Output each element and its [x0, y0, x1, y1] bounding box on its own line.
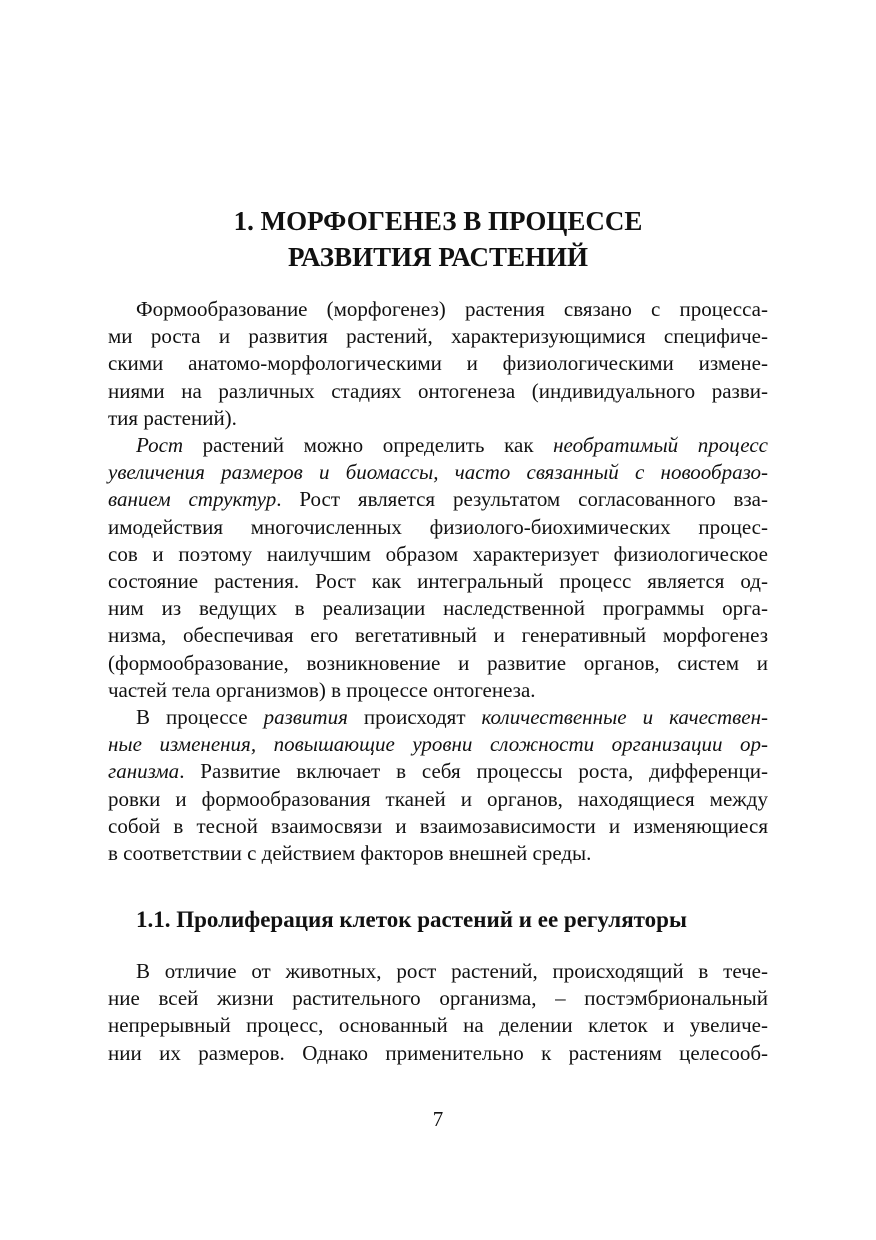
- text-line: имодействия многочисленных физиолого-биохимических процес-: [108, 514, 768, 539]
- emphasis-text: необратимый процесс: [553, 433, 768, 458]
- paragraphs-block-2: [108, 958, 768, 1067]
- text-line: низма, обеспечивая его вегетативный и генеративный морфогенез: [108, 623, 768, 648]
- paragraph-morphogenesis: [108, 296, 768, 432]
- text-line: непрерывный процесс, основанный на делении клеток и увеличе-: [108, 1013, 768, 1038]
- emphasis-text: ганизма: [108, 759, 180, 784]
- text-line: в соответствии с действием факторов внешней среды.: [108, 841, 592, 866]
- text-line: ровки и формообразования тканей и органов, находящиеся между: [108, 786, 768, 811]
- emphasis-text: количественные и качествен-: [481, 705, 769, 730]
- chapter-title: [108, 203, 768, 275]
- emphasis-text: ванием структур: [108, 487, 277, 512]
- text-line: Формообразование (морфогенез) растения связано с процесса-: [136, 297, 768, 321]
- text-line: ганизма. Развитие включает в себя процессы роста, дифференци-: [108, 759, 768, 784]
- section-title: 1.1. Пролиферация клеток растений и ее регуляторы: [136, 907, 687, 932]
- term-development: развития: [263, 705, 348, 730]
- paragraphs-block-1: [108, 296, 768, 867]
- text-line: тия растений).: [108, 405, 237, 430]
- paragraph-development: [108, 704, 768, 867]
- text-line: скими анатомо-морфологическими и физиологическими измене-: [108, 351, 768, 376]
- text-line: (формообразование, возникновение и развитие органов, систем и: [108, 650, 768, 675]
- text-line: ние всей жизни растительного организма, – постэмбриональный: [108, 986, 768, 1011]
- chapter-title-line-2: РАЗВИТИЯ РАСТЕНИЙ: [287, 242, 589, 272]
- term-growth: Рост: [136, 433, 184, 458]
- text-line: состояние растения. Рост как интегральный процесс является од-: [108, 569, 768, 594]
- emphasis-text: увеличения размеров и биомассы, часто связанный с новообразо-: [108, 460, 768, 485]
- text-line: ми роста и развития растений, характеризующимися специфиче-: [108, 324, 768, 349]
- text-line: ниями на различных стадиях онтогенеза (индивидуального разви-: [108, 378, 768, 403]
- text-line: частей тела организмов) в процессе онтогенеза.: [108, 677, 536, 702]
- text-line: [108, 731, 768, 758]
- text-line: ванием структур. Рост является результатом согласованного вза-: [108, 487, 769, 512]
- text-line: собой в тесной взаимосвязи и взаимозависимости и изменяющиеся: [108, 813, 768, 838]
- paragraph-growth: [108, 432, 768, 704]
- text-line: [108, 459, 768, 486]
- text-line: нии их размеров. Однако применительно к растениям целесооб-: [108, 1040, 768, 1065]
- text-line: сов и поэтому наилучшим образом характеризует физиологическое: [108, 541, 768, 566]
- text-line: В отличие от животных, рост растений, происходящий в тече-: [136, 959, 768, 983]
- paragraph-proliferation: [108, 958, 768, 1067]
- page-number: 7: [432, 1107, 444, 1131]
- text-line: В процессе развития происходят количественные и качествен-: [136, 705, 769, 730]
- text-line: Рост растений можно определить как необратимый процесс: [136, 433, 768, 458]
- emphasis-text: ные изменения, повышающие уровни сложности организации ор-: [108, 732, 768, 757]
- chapter-title-line-1: 1. МОРФОГЕНЕЗ В ПРОЦЕССЕ: [233, 206, 643, 236]
- text-line: ним из ведущих в реализации наследственной программы орга-: [108, 596, 768, 621]
